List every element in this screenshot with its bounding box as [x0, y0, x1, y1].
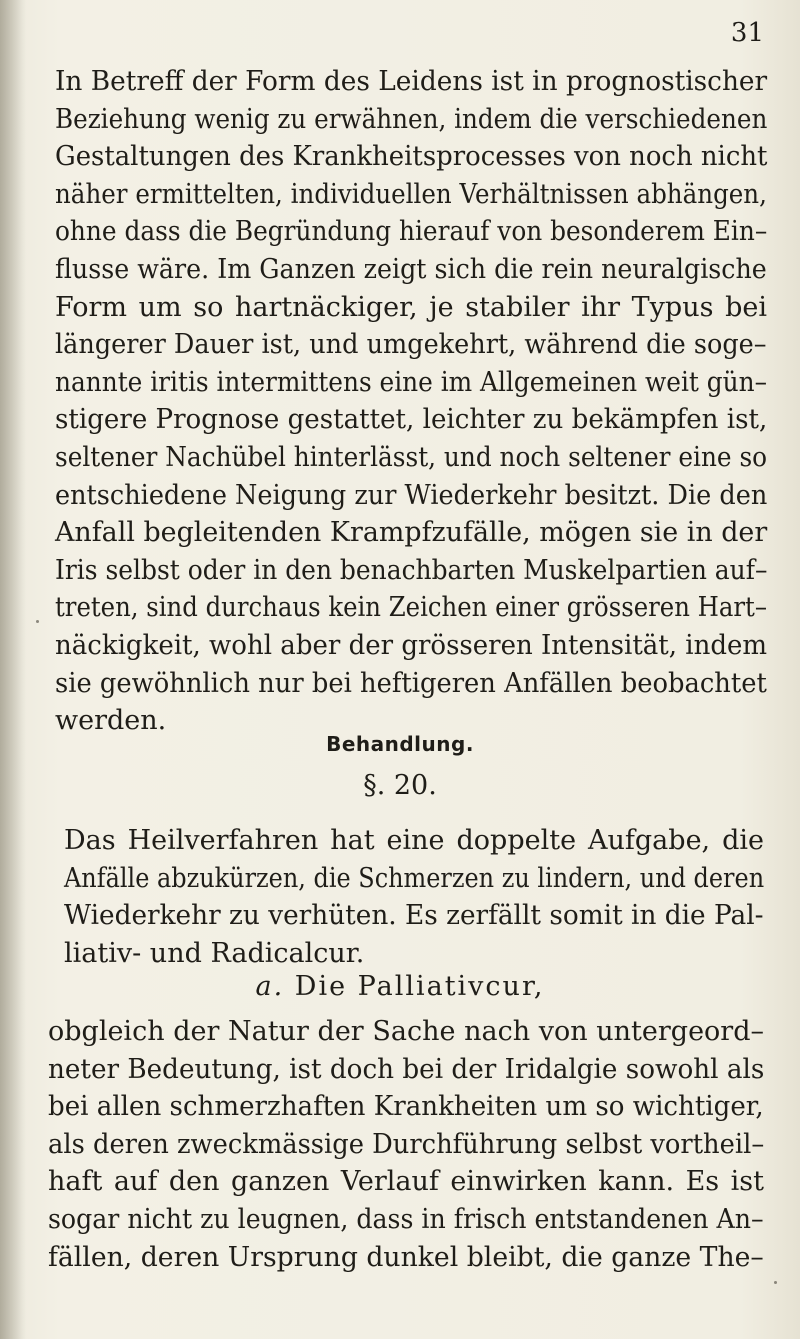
- text-line: sogar nicht zu leugnen, dass in frisch entstandenen An–: [48, 1203, 764, 1235]
- section-number: §. 20.: [363, 770, 437, 801]
- text-line: Iris selbst oder in den benachbarten Muskelpartien auf–: [55, 554, 768, 586]
- text-line: stigere Prognose gestattet, leichter zu bekämpfen ist,: [55, 404, 768, 436]
- subsection-letter: a.: [255, 971, 285, 1002]
- text-line: Form um so hartnäckiger, je stabiler ihr Typus bei: [55, 291, 767, 323]
- text-line: Anfall begleitenden Krampfzufälle, mögen sie in der: [55, 517, 768, 549]
- text-line: längerer Dauer ist, und umgekehrt, während die soge–: [55, 329, 767, 361]
- paragraph-prognosis: [55, 63, 767, 740]
- ink-speck: [36, 620, 39, 623]
- text-line: fällen, deren Ursprung dunkel bleibt, die ganze The–: [48, 1241, 764, 1273]
- text-line: Gestaltungen des Krankheitsprocesses von noch nicht: [55, 141, 768, 173]
- paragraph-treatment: [64, 822, 764, 972]
- text-line: Das Heilverfahren hat eine doppelte Aufgabe, die: [64, 825, 764, 856]
- ink-speck: [774, 1281, 777, 1284]
- section-heading: Behandlung.: [326, 732, 474, 756]
- text-line: näckigkeit, wohl aber der grösseren Intensität, indem: [55, 629, 768, 661]
- text-line: obgleich der Natur der Sache nach von untergeord–: [48, 1016, 764, 1047]
- text-line: liativ- und Radicalcur.: [64, 937, 365, 969]
- text-line: haft auf den ganzen Verlauf einwirken kann. Es ist: [48, 1166, 764, 1198]
- text-line: flusse wäre. Im Ganzen zeigt sich die rein neuralgische: [55, 253, 767, 285]
- text-line: ohne dass die Begründung hierauf von besonderem Ein–: [55, 216, 768, 248]
- text-line: Wiederkehr zu verhüten. Es zerfällt somit in die Pal-: [64, 900, 764, 932]
- text-line: werden.: [55, 705, 167, 737]
- text-line: sie gewöhnlich nur bei heftigeren Anfällen beobachtet: [55, 667, 767, 699]
- page-number: 31: [730, 18, 764, 48]
- text-line: In Betreff der Form des Leidens ist in prognostischer: [55, 66, 768, 97]
- text-line: als deren zweckmässige Durchführung selbst vortheil–: [48, 1128, 765, 1160]
- subsection-title: Die Palliativcur,: [294, 971, 545, 1002]
- text-line: seltener Nachübel hinterlässt, und noch seltener eine so: [55, 441, 768, 473]
- text-line: näher ermittelten, individuellen Verhältnissen abhängen,: [55, 178, 767, 210]
- subsection-heading: [0, 971, 800, 1002]
- text-line: Anfälle abzukürzen, die Schmerzen zu lindern, und deren: [64, 862, 765, 894]
- text-line: Beziehung wenig zu erwähnen, indem die verschiedenen: [55, 103, 768, 135]
- text-line: nannte iritis intermittens eine im Allgemeinen weit gün–: [55, 366, 767, 398]
- text-line: treten, sind durchaus kein Zeichen einer grösseren Hart–: [55, 592, 768, 624]
- text-line: neter Bedeutung, ist doch bei der Iridalgie sowohl als: [48, 1053, 765, 1085]
- paragraph-palliative: [48, 1013, 764, 1276]
- text-line: entschiedene Neigung zur Wiederkehr besitzt. Die den: [55, 479, 768, 511]
- binding-shadow: [0, 0, 26, 1339]
- text-line: bei allen schmerzhaften Krankheiten um so wichtiger,: [48, 1091, 764, 1123]
